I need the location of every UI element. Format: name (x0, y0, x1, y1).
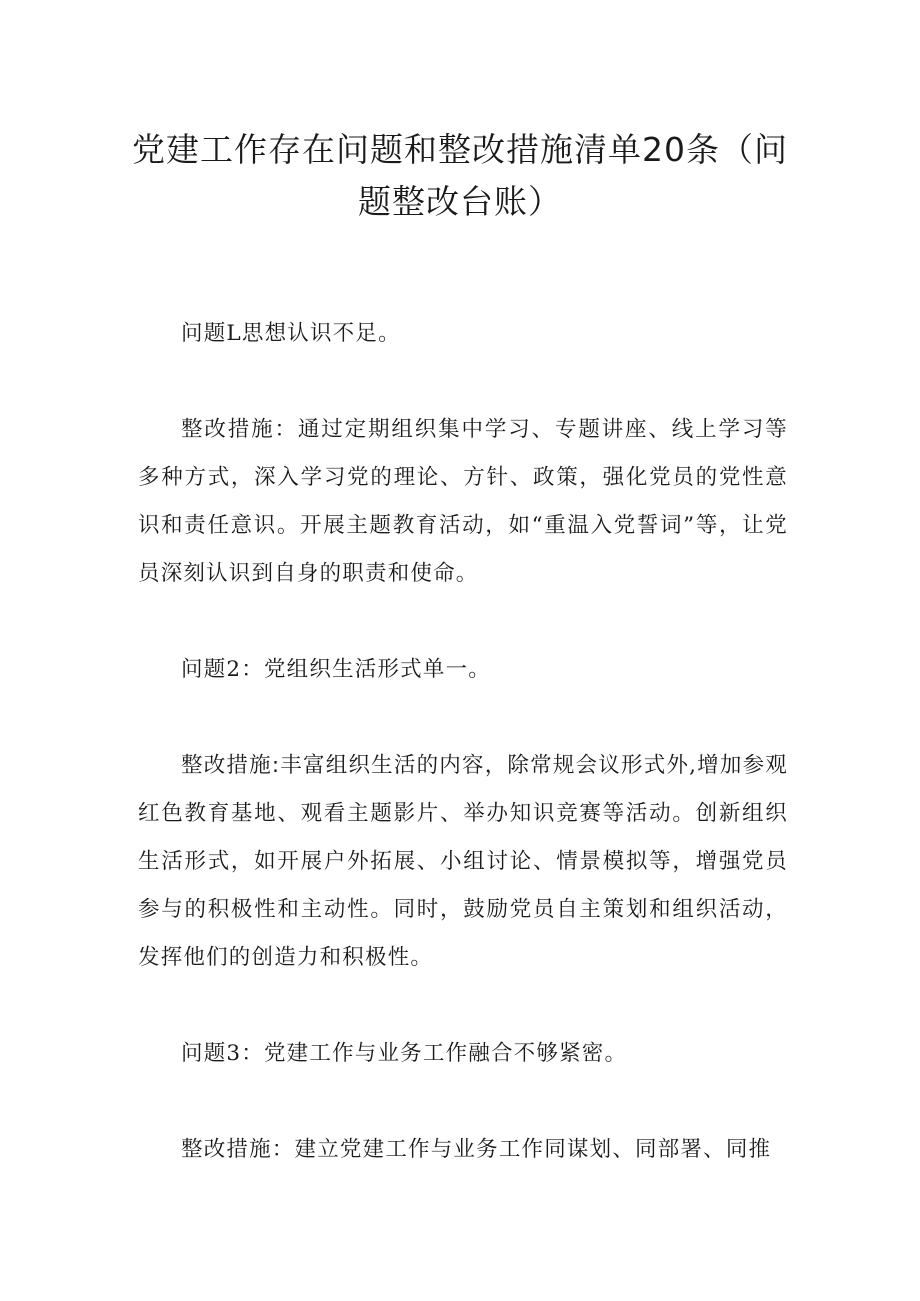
measure-2-paragraph (138, 742, 788, 982)
measure-1-paragraph (138, 406, 788, 598)
measure-2-text: 丰富组织生活的内容，除常规会议形式外,增加参观红色教育基地、观看主题影片、举办知识竞赛等活动。创新组织生活形式，如开展户外拓展、小组讨论、情景模拟等，增强党员参与的积极性和主动性。同时，鼓励党员自主策划和组织活动，发挥他们的创造力和积极性。 (138, 753, 788, 970)
measure-1-text: 通过定期组织集中学习、专题讲座、线上学习等多种方式，深入学习党的理论、方针、政策，强化党员的党性意识和责任意识。开展主题教育活动，如“重温入党誓词”等，让党员深刻认识到自身的职责和使命。 (138, 417, 788, 586)
measure-3-paragraph (138, 1126, 788, 1174)
problem-3-heading: 问题3：党建工作与业务工作融合不够紧密。 (181, 1041, 628, 1066)
problem-1-heading: 问题L思想认识不足。 (181, 321, 401, 346)
title-line-1: 党建工作存在问题和整改措施清单20条（问 (132, 130, 788, 169)
title-line-2: 题整改台账） (358, 182, 562, 221)
measure-1-label: 整改措施： (181, 417, 298, 442)
document-title (120, 124, 800, 228)
measure-3-text: 建立党建工作与业务工作同谋划、同部署、同推 (294, 1137, 772, 1162)
measure-2-label: 整改措施: (181, 753, 281, 778)
measure-3-label: 整改措施： (181, 1137, 295, 1162)
problem-2-heading: 问题2：党组织生活形式单一。 (181, 657, 491, 682)
